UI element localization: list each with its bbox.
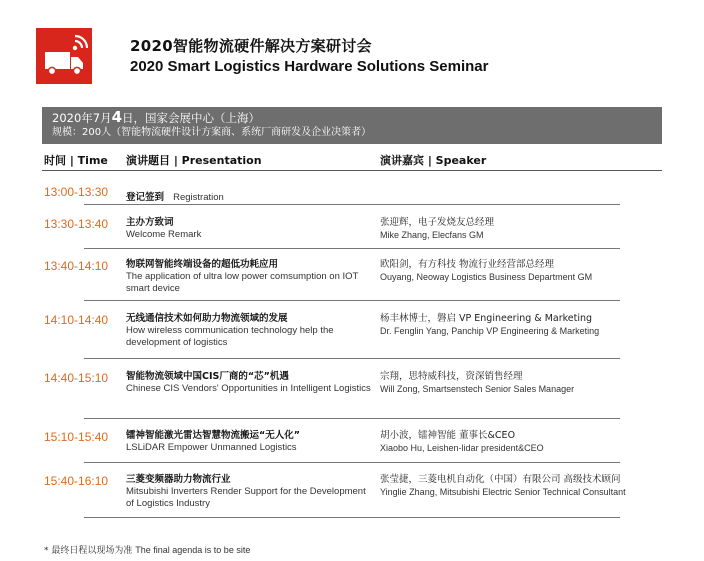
session-speaker: 欧阳剑，有方科技 物流行业经营部总经理 Ouyang, Neoway Logistics Business Department GM bbox=[380, 259, 593, 282]
session-time: 13:30-13:40 bbox=[44, 217, 109, 231]
event-date-venue: 2020年7月4日，国家会展中心（上海） bbox=[52, 108, 261, 126]
footnote: * 最终日程以现场为准 The final agenda is to be site bbox=[44, 545, 251, 556]
session-time: 14:10-14:40 bbox=[44, 313, 109, 327]
session-time: 14:40-15:10 bbox=[44, 371, 109, 385]
row-divider bbox=[84, 418, 620, 419]
row-divider bbox=[84, 248, 620, 249]
row-divider bbox=[84, 517, 620, 518]
row-divider bbox=[84, 358, 620, 359]
title-chinese: 2020智能物流硬件解决方案研讨会 bbox=[130, 37, 372, 55]
session-title: 三菱变频器助力物流行业 Mitsubishi Inverters Render Support for the Development of Logistics Industry bbox=[126, 474, 366, 509]
session-speaker: 张莹捷，三菱电机自动化（中国）有限公司 高级技术顾问 Yinglie Zhang, Mitsubishi Electric Senior Technical Consultant bbox=[380, 474, 626, 497]
session-time: 13:00-13:30 bbox=[44, 185, 109, 199]
row-divider bbox=[84, 462, 620, 463]
event-info-banner bbox=[42, 107, 662, 144]
session-speaker: 胡小波，镭神智能 董事长&CEO Xiaobo Hu, Leishen-lidar president&CEO bbox=[380, 430, 544, 453]
event-scale: 规模：200人（智能物流硬件设计方案商、系统厂商研发及企业决策者） bbox=[52, 127, 372, 138]
session-speaker: 宗翔，思特威科技，资深销售经理 Will Zong, Smartsenstech Senior Sales Manager bbox=[380, 371, 575, 394]
session-time: 13:40-14:10 bbox=[44, 259, 109, 273]
title-english: 2020 Smart Logistics Hardware Solutions Seminar bbox=[130, 58, 489, 75]
truck-logo bbox=[36, 28, 92, 84]
session-title: 无线通信技术如何助力物流领域的发展 How wireless communication technology help the development of logistics bbox=[126, 313, 334, 348]
session-time: 15:40-16:10 bbox=[44, 474, 109, 488]
column-header-presentation: 演讲题目 | Presentation bbox=[126, 154, 262, 167]
header-divider bbox=[42, 170, 662, 171]
session-speaker: 张迎辉，电子发烧友总经理 Mike Zhang, Elecfans GM bbox=[380, 217, 495, 240]
event-day: 4 bbox=[111, 108, 123, 126]
session-time: 15:10-15:40 bbox=[44, 430, 109, 444]
session-title: 物联网智能终端设备的超低功耗应用 The application of ultra low power comsumption on IOT smart device bbox=[126, 259, 359, 294]
column-header-speaker: 演讲嘉宾 | Speaker bbox=[380, 154, 487, 167]
row-divider bbox=[84, 204, 620, 205]
session-title: 智能物流领域中国CIS厂商的“芯”机遇 Chinese CIS Vendors' Opportunities in Intelligent Logistics bbox=[126, 371, 371, 394]
column-header-time: 时间 | Time bbox=[44, 154, 108, 167]
truck-wifi-icon bbox=[36, 28, 92, 84]
session-title: 登记签到 Registration bbox=[126, 192, 224, 203]
session-speaker: 杨丰林博士，磐启 VP Engineering & Marketing Dr. Fenglin Yang, Panchip VP Engineering & Marketing bbox=[380, 313, 600, 336]
row-divider bbox=[84, 300, 620, 301]
session-title: 主办方致词 Welcome Remark bbox=[126, 217, 202, 240]
session-title: 镭神智能激光雷达智慧物流搬运“无人化” LSLiDAR Empower Unmanned Logistics bbox=[126, 430, 300, 453]
